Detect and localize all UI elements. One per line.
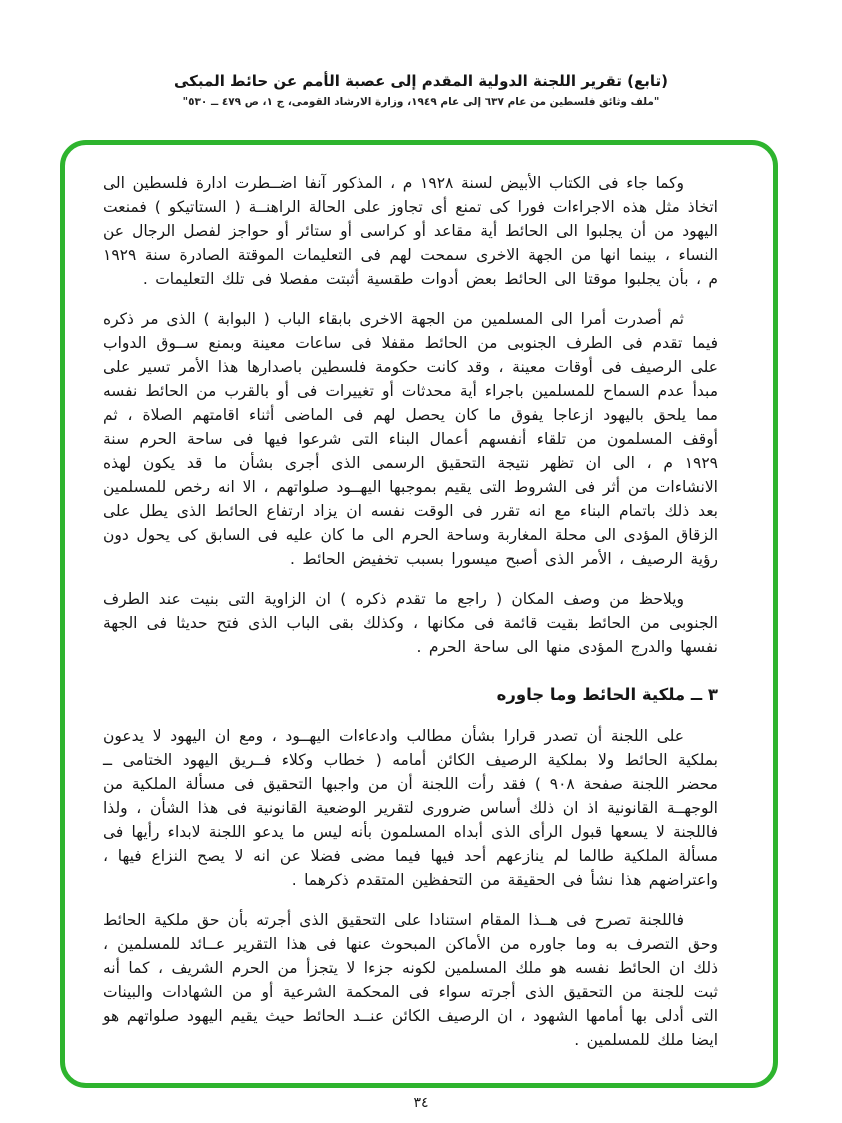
section-heading: ٣ ــ ملكية الحائط وما جاوره [496,685,718,705]
page-header [0,72,842,108]
body-paragraph: على اللجنة أن تصدر قرارا بشأن مطالب وادعاءات اليهــود ، ومع ان اليهود لا يدعون بملكية الحائط ولا بملكية الرصيف الكائن أمامه ( خطاب وكلاء فــريق اليهود الختامى ــ محضر اللجنة صفحة ٩٠٨ ) فقد رأت اللجنة أن من واجبها التحقيق فى مسألة الملكية من الوجهــة القانونية اذ ان ذلك أساس ضرورى لتقرير الوضعية القانونية فى هذا الشأن ، ولذا فاللجنة لا يسعها قبول الرأى الذى أبداه المسلمون بأنه ليس ما يدعو اللجنة لابداء رأيها فى مسألة الملكية طالما لم ينازعهم أحد فيها فيما مضى فضلا عن انه لا يصح النزاع فيها ، واعتراضهم هذا نشأ فى الحقيقة من التحفظين المتقدم ذكرهما . [103,727,718,890]
document-source-line: "ملف وثائق فلسطين من عام ٦٣٧ إلى عام ١٩٤٩، وزارة الارشاد القومى، ج ١، ص ٤٧٩ ــ ٥٣٠" [182,96,660,108]
page-number: ٣٤ [413,1095,429,1111]
body-paragraph: ويلاحظ من وصف المكان ( راجع ما تقدم ذكره ) ان الزاوية التى بنيت عند الطرف الجنوبى من الحائط بقيت قائمة فى مكانها ، وكذلك بقى الباب الذى فتح حديثا فى الجهة نفسها والدرج المؤدى منها الى ساحة الحرم . [103,590,718,657]
body-paragraph: وكما جاء فى الكتاب الأبيض لسنة ١٩٢٨ م ، المذكور آنفا اضــطرت ادارة فلسطين الى اتخاذ مثل هذه الاجراءات فورا كى تمنع أى تجاوز على الحالة الراهنــة ( الستاتيكو ) فمنعت اليهود من أن يجلبوا الى الحائط أية مقاعد أو كراسى أو ستائر أو حواجز لفصل الرجال عن النساء ، بينما انها من الجهة الاخرى سمحت لهم فى التعليمات الموقتة الصادرة سنة ١٩٢٩ م ، بأن يجلبوا موقتا الى الحائط بعض أدوات طقسية أثبتت مفصلا فى تلك التعليمات . [103,174,718,289]
body-paragraph: ثم أصدرت أمرا الى المسلمين من الجهة الاخرى بابقاء الباب ( البوابة ) الذى مر ذكره فيما تقدم فى الطرف الجنوبى من الحائط مقفلا فى ساعات معينة وبمنع ســوق الدواب على الرصيف فى أوقات معينة ، وقد كانت حكومة فلسطين باصدارها هذا الأمر تسير على مبدأ عدم السماح للمسلمين باجراء أية محدثات أو تغييرات فى أو بالقرب من الحائط نفسه مما يلحق باليهود ازعاجا يفوق ما كان يحصل لهم فى الماضى أثناء اقامتهم الصلاة ، ثم أوقف المسلمون من تلقاء أنفسهم أعمال البناء التى شرعوا فيها فى ساحة الحرم سنة ١٩٢٩ م ، الى ان تظهر نتيجة التحقيق الرسمى الذى أجرى بشأن ما قد يكون لهذه الانشاءات من أثر فى الشروط التى يقيم بموجبها اليهــود صلواتهم ، الا انه رخص للمسلمين بعد ذلك باتمام البناء مع انه تقرر فى الوقت نفسه ان يزاد ارتفاع الحائط الذى يطل على الزقاق المؤدى الى محلة المغاربة وساحة الحرم الى ما كان عليه فى السابق كى يحول دون رؤية الرصيف ، الأمر الذى أصبح ميسورا بسبب تخفيض الحائط . [103,310,718,569]
document-title: (تابع) تقرير اللجنة الدولية المقدم إلى عصبة الأمم عن حائط المبكى [173,72,668,90]
content-border-box [60,140,778,1088]
body-paragraph: فاللجنة تصرح فى هــذا المقام استنادا على التحقيق الذى أجرته بأن حق ملكية الحائط وحق التصرف به وما جاوره من الأماكن المبحوث عنها فى هذا التقرير عــائد للمسلمين ، ذلك ان الحائط نفسه هو ملك المسلمين لكونه جزءا لا يتجزأ من الحرم الشريف ، كما أنه ثبت للجنة من التحقيق الذى أجرته سواء فى المحكمة الشرعية أو من الشهادات والبينات التى أدلى بها أمامها الشهود ، ان الرصيف الكائن عنــد الحائط حيث يقيم اليهود صلواتهم هو ايضا ملك للمسلمين . [103,911,718,1050]
